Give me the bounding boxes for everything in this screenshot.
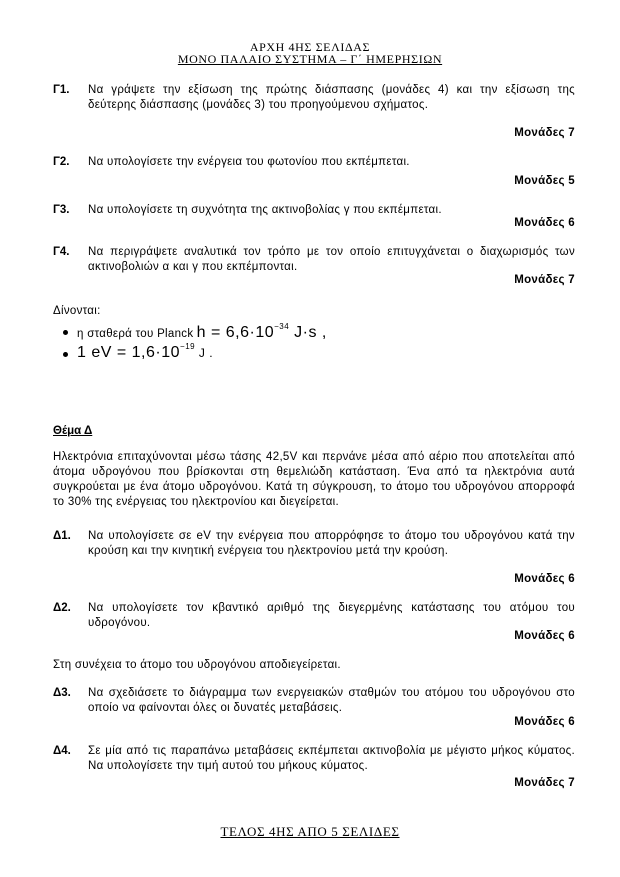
question-label: Γ4. [53, 246, 70, 258]
question-g4 [53, 245, 575, 275]
theme-d-continuation: Στη συνέχεια το άτομο του υδρογόνου αποδιεγείρεται. [53, 659, 341, 671]
question-g3 [53, 203, 575, 218]
question-d2 [53, 601, 575, 631]
question-label: Γ2. [53, 156, 70, 168]
page-footer: ΤΕΛΟΣ 4ΗΣ ΑΠΟ 5 ΣΕΛΙΔΕΣ [220, 824, 400, 839]
ev-formula: 1 eV = $1,6\cdot 10^{-19}$ J . [77, 342, 214, 361]
question-text: Να υπολογίσετε τον κβαντικό αριθμό της διεγερμένης κατάστασης του ατόμου του υδρογόνου. [88, 602, 575, 629]
question-label: Δ4. [53, 745, 71, 757]
bullet-icon [63, 352, 68, 357]
page-header-line1: ΑΡΧΗ 4ΗΣ ΣΕΛΙΔΑΣ [249, 40, 371, 54]
question-text: Να υπολογίσετε τη συχνότητα της ακτινοβολίας γ που εκπέμπεται. [88, 204, 442, 216]
question-text: Να υπολογίσετε σε eV την ενέργεια που απορρόφησε το άτομο του υδρογόνου κατά την κρούση και την κινητική ενέργεια του ηλεκτρονίου μετά την κρούση. [88, 530, 575, 557]
question-label: Γ1. [53, 84, 70, 96]
planck-label: η σταθερά του Planck [77, 328, 194, 340]
marks-d3: Μονάδες 6 [514, 716, 575, 728]
question-text: Να περιγράψετε αναλυτικά τον τρόπο με τον οποίο επιτυγχάνεται ο διαχωρισμός των ακτινοβολιών α και γ που εκπέμπονται. [88, 246, 575, 273]
theme-d-title: Θέμα Δ [53, 425, 93, 437]
given-ev [63, 342, 213, 362]
marks-d4: Μονάδες 7 [514, 777, 575, 789]
bullet-icon [63, 330, 68, 335]
theme-d-intro: Ηλεκτρόνια επιταχύνονται μέσω τάσης 42,5V και περνάνε μέσα από αέριο που αποτελείται από άτομα υδρογόνου που βρίσκονται στη θεμελιώδη κατάσταση. Ένα από τα ηλεκτρόνια αυτά συγκρούεται με ένα άτομο υδρογόνου. Κατά τη σύγκρουση, το άτομο του υδρογόνου απορροφά το 30% της ενέργειας του ηλεκτρονίου και διεγείρεται. [53, 451, 575, 508]
question-text: Να σχεδιάσετε το διάγραμμα των ενεργειακών σταθμών του ατόμου του υδρογόνου στο οποίο να φαίνονται όλες οι δυνατές μεταβάσεις. [88, 687, 575, 714]
marks-d1: Μονάδες 6 [514, 573, 575, 585]
question-text: Να γράψετε την εξίσωση της πρώτης διάσπασης (μονάδες 4) και την εξίσωση της δεύτερης διάσπασης (μονάδες 3) του προηγούμενου σχήματος. [88, 84, 575, 111]
question-text: Να υπολογίσετε την ενέργεια του φωτονίου που εκπέμπεται. [88, 156, 410, 168]
given-title: Δίνονται: [53, 305, 101, 317]
question-label: Δ2. [53, 602, 71, 614]
question-label: Γ3. [53, 204, 70, 216]
marks-d2: Μονάδες 6 [514, 630, 575, 642]
marks-g1: Μονάδες 7 [514, 127, 575, 139]
question-text: Σε μία από τις παραπάνω μεταβάσεις εκπέμπεται ακτινοβολία με μέγιστο μήκος κύματος. Να υπολογίσετε την τιμή αυτού του μήκους κύματος. [88, 745, 575, 772]
planck-formula: $h = 6,6\cdot 10^{-34}$ J·s , [196, 322, 327, 341]
marks-g4: Μονάδες 7 [514, 274, 575, 286]
question-d4 [53, 744, 575, 774]
page-header-line2: ΜΟΝΟ ΠΑΛΑΙΟ ΣΥΣΤΗΜΑ – Γ΄ ΗΜΕΡΗΣΙΩΝ [177, 52, 443, 66]
question-label: Δ3. [53, 687, 71, 699]
given-planck [63, 322, 327, 342]
marks-g3: Μονάδες 6 [514, 217, 575, 229]
question-g1 [53, 83, 575, 113]
question-d1 [53, 529, 575, 559]
question-label: Δ1. [53, 530, 71, 542]
marks-g2: Μονάδες 5 [514, 175, 575, 187]
question-d3 [53, 686, 575, 716]
question-g2 [53, 155, 575, 170]
